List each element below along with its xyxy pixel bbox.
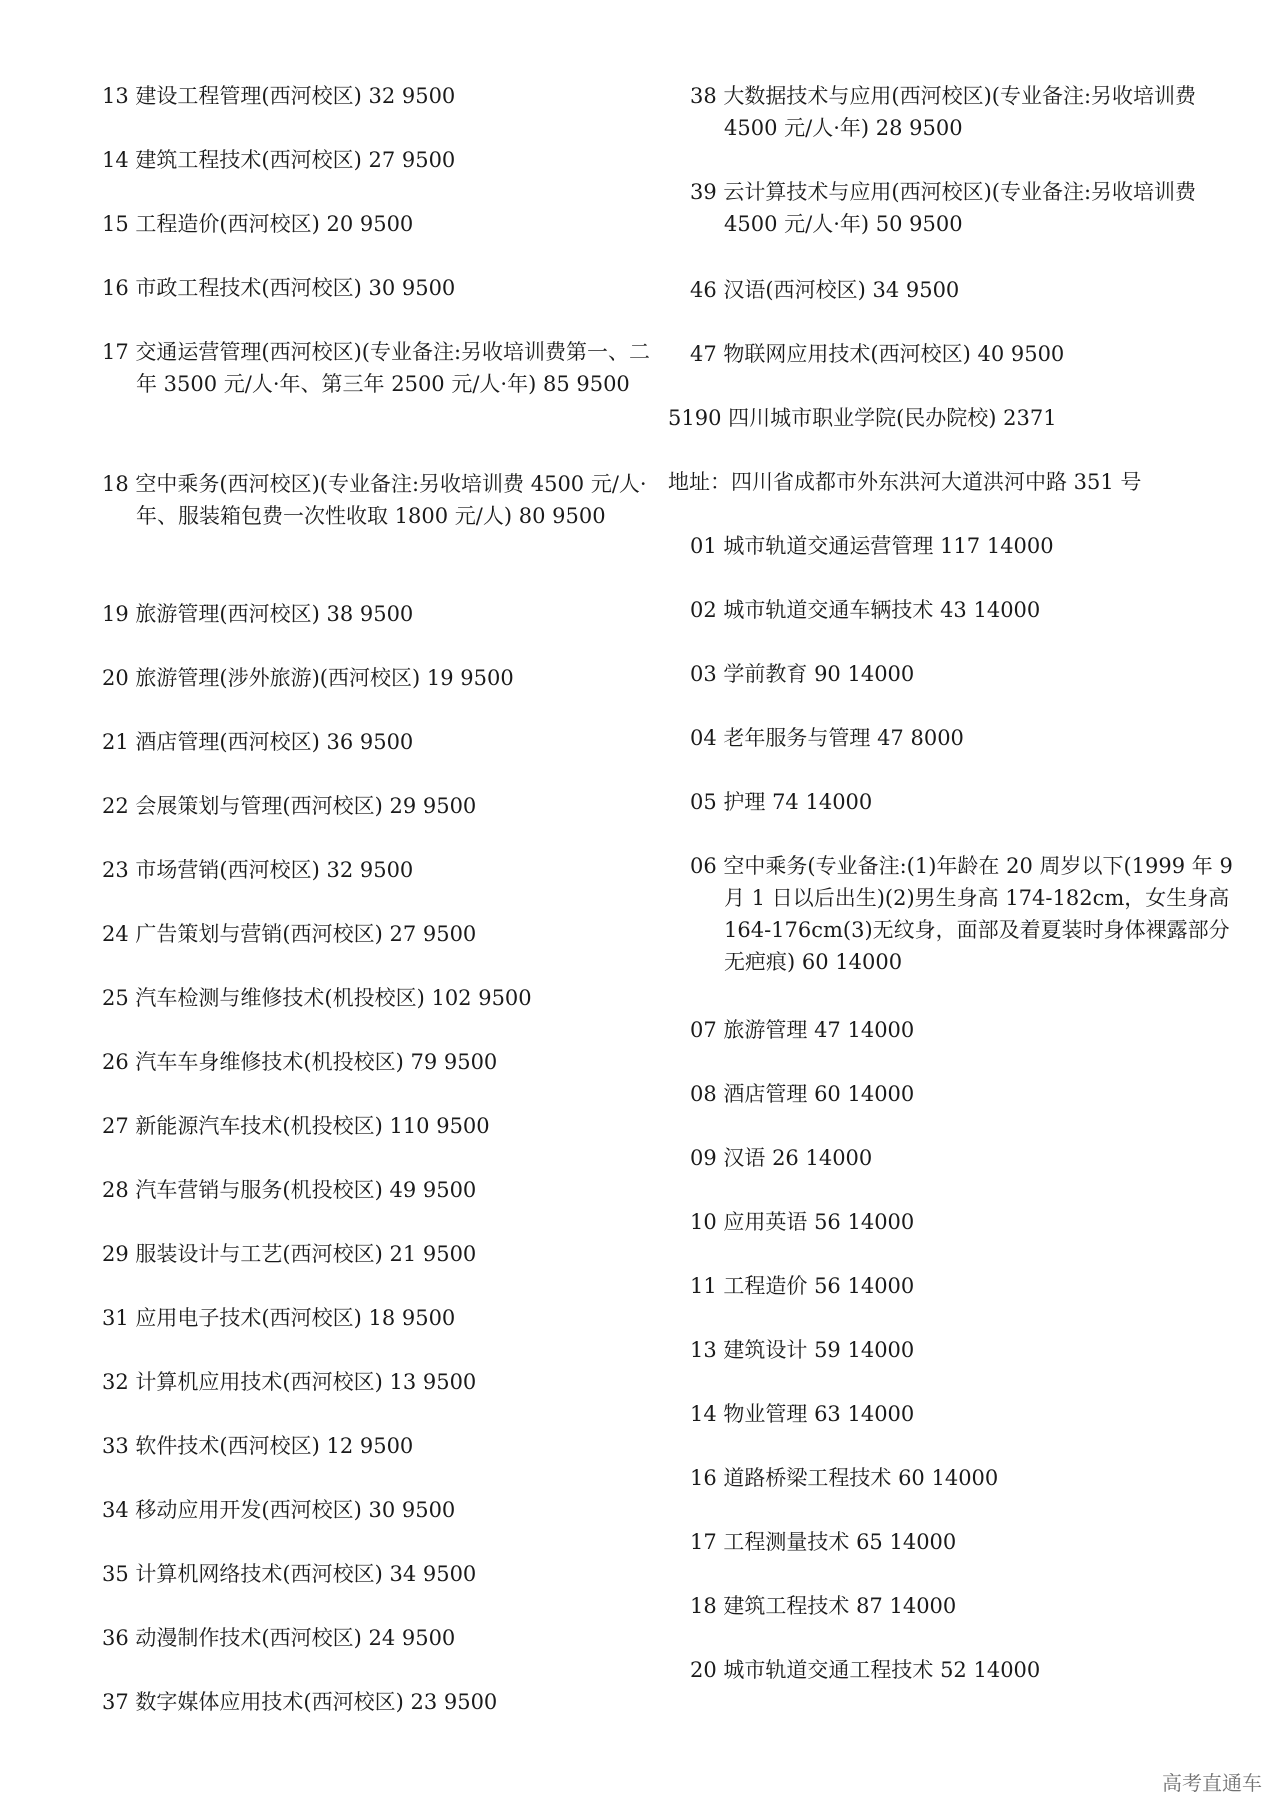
major-entry: 38 大数据技术与应用(西河校区)(专业备注:另收培训费 4500 元/人·年) 28 9500 [690,84,1197,140]
major-entry: 36 动漫制作技术(西河校区) 24 9500 [102,1626,456,1650]
major-entry: 34 移动应用开发(西河校区) 30 9500 [102,1498,456,1522]
major-entry: 24 广告策划与营销(西河校区) 27 9500 [102,922,477,946]
major-entry: 22 会展策划与管理(西河校区) 29 9500 [102,794,477,818]
major-entry: 08 酒店管理 60 14000 [690,1082,915,1106]
major-entry: 26 汽车车身维修技术(机投校区) 79 9500 [102,1050,498,1074]
major-entry: 13 建筑设计 59 14000 [690,1338,915,1362]
major-entry: 03 学前教育 90 14000 [690,662,915,686]
major-entry: 09 汉语 26 14000 [690,1146,873,1170]
major-entry: 17 工程测量技术 65 14000 [690,1530,957,1554]
major-entry: 47 物联网应用技术(西河校区) 40 9500 [690,342,1065,366]
school-header: 5190 四川城市职业学院(民办院校) 2371 [668,406,1057,430]
major-entry: 27 新能源汽车技术(机投校区) 110 9500 [102,1114,490,1138]
major-entry: 16 市政工程技术(西河校区) 30 9500 [102,276,456,300]
major-entry: 18 空中乘务(西河校区)(专业备注:另收培训费 4500 元/人·年、服装箱包费一次性收取 1800 元/人) 80 9500 [102,472,647,528]
major-entry: 10 应用英语 56 14000 [690,1210,915,1234]
major-entry: 05 护理 74 14000 [690,790,873,814]
major-entry: 20 城市轨道交通工程技术 52 14000 [690,1658,1041,1682]
major-entry: 17 交通运营管理(西河校区)(专业备注:另收培训费第一、二年 3500 元/人·年、第三年 2500 元/人·年) 85 9500 [102,340,651,396]
major-entry: 32 计算机应用技术(西河校区) 13 9500 [102,1370,477,1394]
major-entry: 33 软件技术(西河校区) 12 9500 [102,1434,414,1458]
major-entry: 35 计算机网络技术(西河校区) 34 9500 [102,1562,477,1586]
major-entry: 20 旅游管理(涉外旅游)(西河校区) 19 9500 [102,666,514,690]
watermark-label: 高考直通车 [1162,1771,1262,1795]
major-entry: 18 建筑工程技术 87 14000 [690,1594,957,1618]
major-entry: 37 数字媒体应用技术(西河校区) 23 9500 [102,1690,498,1714]
major-entry: 31 应用电子技术(西河校区) 18 9500 [102,1306,456,1330]
major-entry: 07 旅游管理 47 14000 [690,1018,915,1042]
major-entry: 23 市场营销(西河校区) 32 9500 [102,858,414,882]
major-entry: 11 工程造价 56 14000 [690,1274,915,1298]
major-entry: 06 空中乘务(专业备注:(1)年龄在 20 周岁以下(1999 年 9 月 1 日以后出生)(2)男生身高 174-182cm，女生身高 164-176cm(3)无纹身，面部及着夏装时身体裸露部分无疤痕) 60 14000 [690,854,1233,974]
major-entry: 15 工程造价(西河校区) 20 9500 [102,212,414,236]
major-entry: 01 城市轨道交通运营管理 117 14000 [690,534,1054,558]
major-entry: 46 汉语(西河校区) 34 9500 [690,278,960,302]
major-entry: 04 老年服务与管理 47 8000 [690,726,964,750]
major-entry: 16 道路桥梁工程技术 60 14000 [690,1466,999,1490]
major-entry: 21 酒店管理(西河校区) 36 9500 [102,730,414,754]
major-entry: 13 建设工程管理(西河校区) 32 9500 [102,84,456,108]
school-address: 地址：四川省成都市外东洪河大道洪河中路 351 号 [668,470,1142,494]
major-entry: 14 物业管理 63 14000 [690,1402,915,1426]
major-entry: 39 云计算技术与应用(西河校区)(专业备注:另收培训费 4500 元/人·年) 50 9500 [690,180,1197,236]
major-entry: 28 汽车营销与服务(机投校区) 49 9500 [102,1178,477,1202]
major-entry: 29 服装设计与工艺(西河校区) 21 9500 [102,1242,477,1266]
major-entry: 19 旅游管理(西河校区) 38 9500 [102,602,414,626]
major-entry: 14 建筑工程技术(西河校区) 27 9500 [102,148,456,172]
major-entry: 02 城市轨道交通车辆技术 43 14000 [690,598,1041,622]
major-entry: 25 汽车检测与维修技术(机投校区) 102 9500 [102,986,532,1010]
